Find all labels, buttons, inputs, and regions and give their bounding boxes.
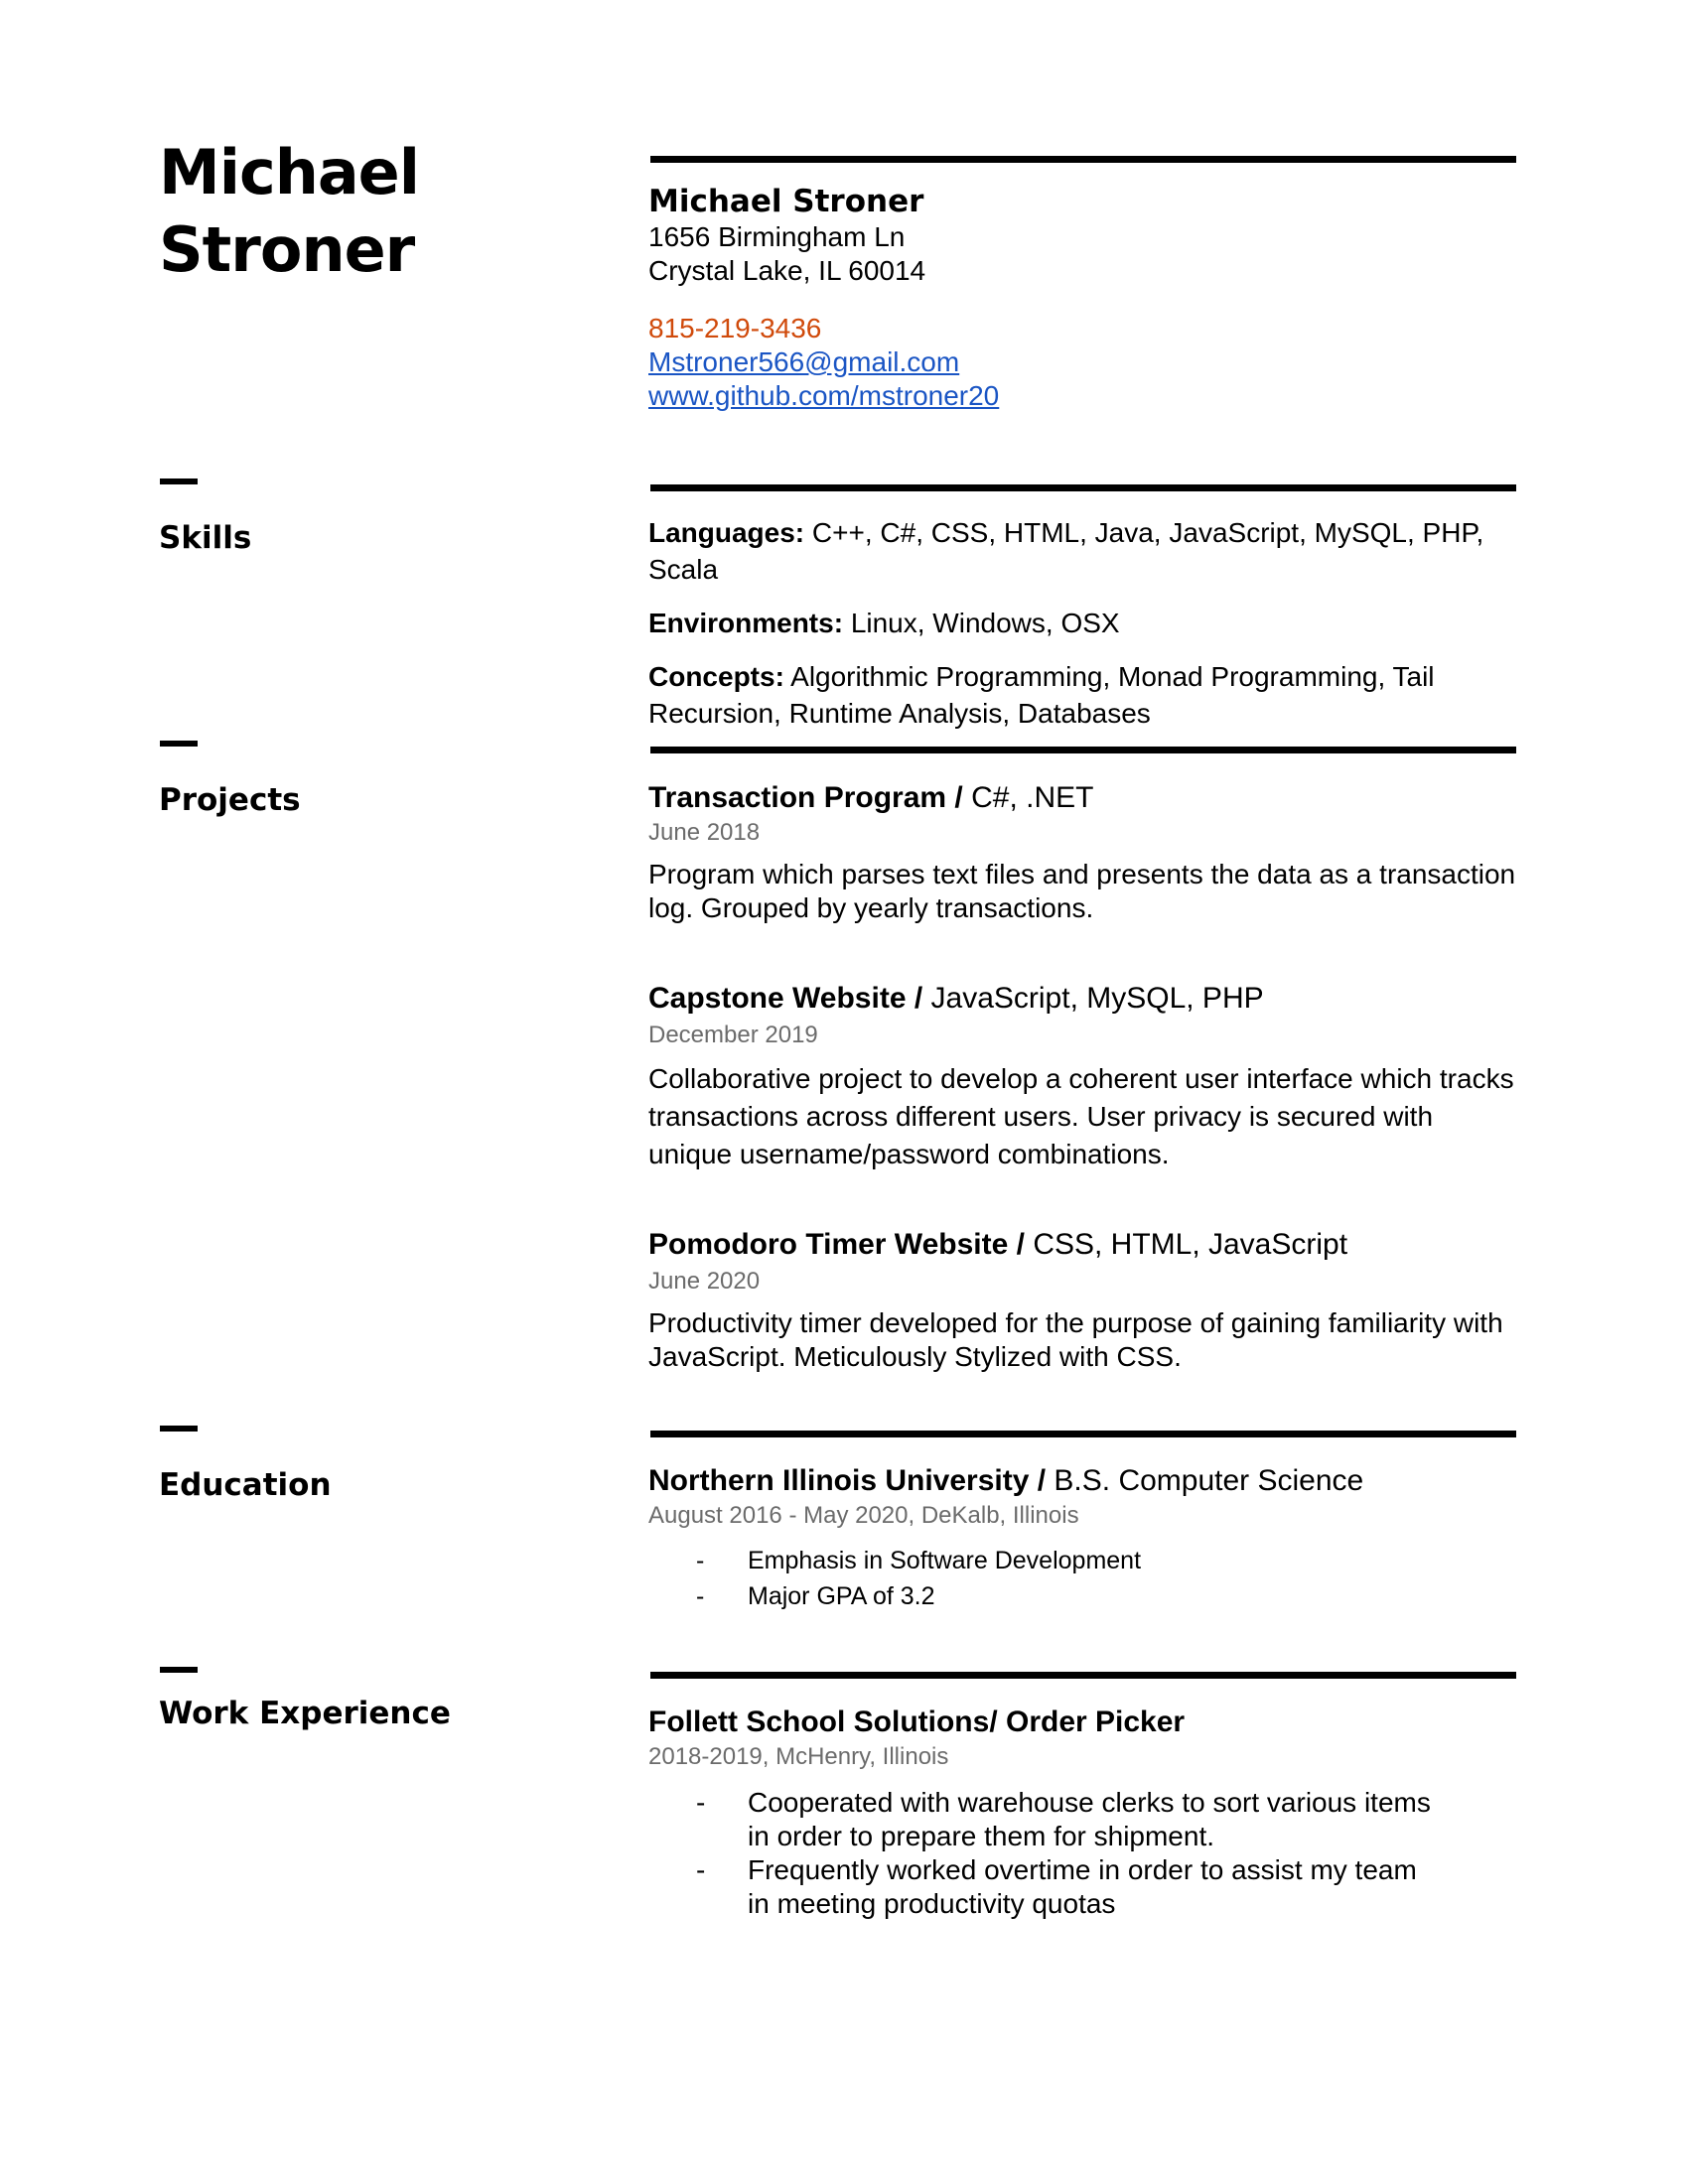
project-item [648,981,1522,1173]
work-bullets [648,1786,1443,1921]
website-link[interactable]: www.github.com/mstroner20 [648,380,1000,411]
skills-list [648,514,1522,732]
list-item: - Cooperated with warehouse clerks to sort various items in order to prepare them for shipment. [696,1787,1431,1851]
list-item: - Frequently worked overtime in order to assist my team in meeting productivity quotas [696,1854,1417,1919]
education-entry [648,1463,1522,1614]
section-dash [160,741,198,747]
last-name: Stroner [159,213,415,286]
project-item [648,1227,1522,1374]
section-divider [650,484,1516,491]
project-description: Collaborative project to develop a coherent user interface which tracks transactions across different users. User privacy is secured with unique username/password combinations. [648,1063,1514,1169]
skill-languages: Languages: C++, C#, CSS, HTML, Java, JavaScript, MySQL, PHP, Scala [648,517,1484,585]
project-date: June 2020 [648,1268,761,1295]
project-date: June 2018 [648,819,761,846]
school-degree: Northern Illinois University / B.S. Computer Science [648,1464,1364,1497]
contact-block [648,183,1522,413]
address-line-1: 1656 Birmingham Ln [648,221,906,252]
projects-heading: Projects [159,782,301,818]
list-item: - Emphasis in Software Development [696,1547,1142,1574]
section-dash [160,1426,198,1432]
project-description: Program which parses text files and presents the data as a transaction log. Grouped by yearly transactions. [648,859,1516,923]
section-divider [650,1672,1516,1679]
list-item: - Major GPA of 3.2 [696,1582,935,1610]
project-description: Productivity timer developed for the purpose of gaining familiarity with JavaScript. Meticulously Stylized with CSS. [648,1307,1503,1372]
contact-name: Michael Stroner [648,184,924,219]
project-item [648,780,1522,925]
project-date: December 2019 [648,1022,818,1048]
section-dash [160,478,198,484]
skill-concepts: Concepts: Algorithmic Programming, Monad Programming, Tail Recursion, Runtime Analysis, Databases [648,661,1435,729]
section-divider [650,156,1516,163]
education-bullets [648,1543,1522,1614]
education-heading: Education [159,1467,332,1503]
phone-number: 815-219-3436 [648,313,822,343]
email-link[interactable]: Mstroner566@gmail.com [648,346,960,377]
address-line-2: Crystal Lake, IL 60014 [648,255,926,286]
work-entry [648,1705,1522,1921]
skills-heading: Skills [159,520,252,556]
skill-environments: Environments: Linux, Windows, OSX [648,608,1120,638]
section-dash [160,1667,198,1673]
section-divider [650,1431,1516,1437]
first-name: Michael [159,136,419,208]
project-title: Transaction Program / C#, .NET [648,781,1094,814]
section-divider [650,747,1516,753]
work-date: 2018-2019, McHenry, Illinois [648,1743,949,1770]
project-title: Pomodoro Timer Website / CSS, HTML, JavaScript [648,1228,1348,1261]
project-title: Capstone Website / JavaScript, MySQL, PHP [648,982,1264,1015]
employer-role: Follett School Solutions/ Order Picker [648,1706,1186,1738]
education-date: August 2016 - May 2020, DeKalb, Illinois [648,1502,1079,1529]
work-heading: Work Experience [159,1696,451,1731]
resume-name [159,134,616,289]
